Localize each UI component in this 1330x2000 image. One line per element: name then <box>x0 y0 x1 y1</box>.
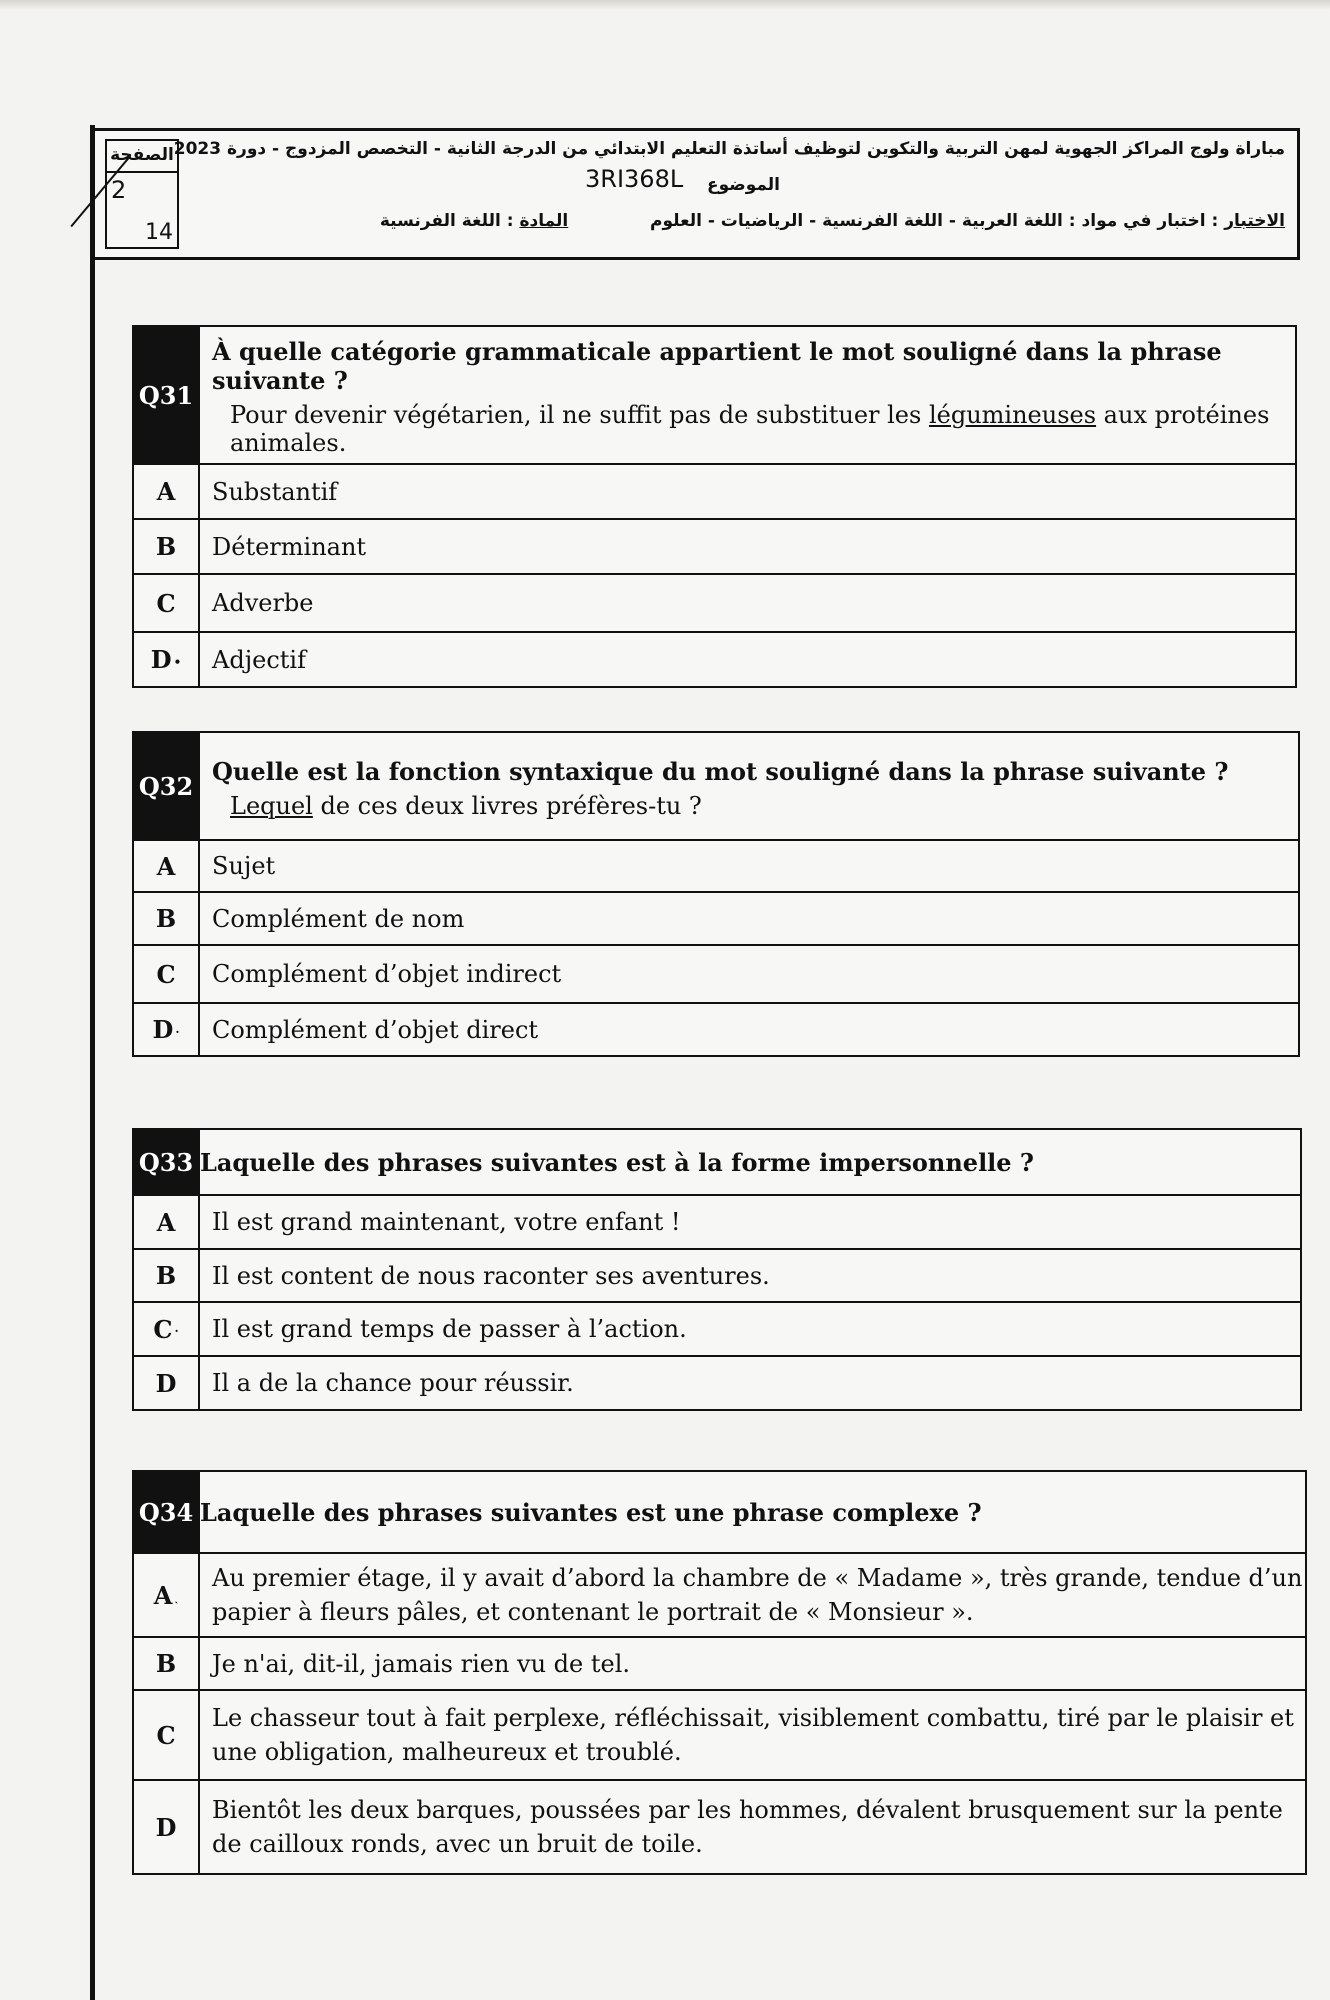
option-letter: A ˎ <box>133 1553 199 1637</box>
underlined-word: Lequel <box>230 791 313 820</box>
question-q31 <box>132 325 1297 688</box>
question-prompt: Laquelle des phrases suivantes est à la forme impersonnelle ? <box>199 1129 1301 1195</box>
option-letter: B <box>133 892 199 945</box>
option-text: Il est grand maintenant, votre enfant ! <box>199 1195 1301 1249</box>
matter-label: المادة <box>519 211 569 231</box>
question-number: Q32 <box>133 732 199 840</box>
option-row[interactable] <box>133 1690 1306 1780</box>
option-letter: A <box>133 840 199 892</box>
option-letter: A <box>133 1195 199 1249</box>
option-row[interactable] <box>133 1195 1301 1249</box>
page-label: الصفحة <box>107 141 177 173</box>
option-text: Sujet <box>199 840 1299 892</box>
question-body <box>199 732 1299 840</box>
option-letter: C <box>133 1690 199 1780</box>
total-pages: 14 <box>145 220 173 245</box>
exam-header <box>92 128 1300 260</box>
option-row[interactable] <box>133 840 1299 892</box>
exam-title: مباراة ولوج المراكز الجهوية لمهن التربية والتكوين لتوظيف أساتذة التعليم الابتدائي من الدرجة الثانية - التخصص المزدوج - دورة 2023 <box>173 139 1285 159</box>
option-letter: C <box>133 574 199 632</box>
option-letter: B <box>133 1637 199 1690</box>
option-row[interactable] <box>133 519 1296 574</box>
pen-mark: · <box>174 1324 179 1338</box>
subject-label: الموضوع <box>707 175 780 195</box>
option-letter: B <box>133 519 199 574</box>
option-row[interactable] <box>133 574 1296 632</box>
pen-mark: · <box>175 1024 180 1039</box>
option-text: Je n'ai, dit-il, jamais rien vu de tel. <box>199 1637 1306 1690</box>
option-row[interactable] <box>133 1356 1301 1410</box>
option-text: Le chasseur tout à fait perplexe, réfléchissait, visiblement combattu, tiré par le plaisir et une obligation, malheureux et troublé. <box>199 1690 1306 1780</box>
option-text: Déterminant <box>199 519 1296 574</box>
subject-code: 3RI368L <box>585 165 684 193</box>
test-label: الاختبار <box>1224 211 1285 231</box>
option-text: Il est grand temps de passer à l’action. <box>199 1302 1301 1356</box>
option-text: Au premier étage, il y avait d’abord la chambre de « Madame », très grande, tendue d’un papier à fleurs pâles, et contenant le portrait de « Monsieur ». <box>199 1553 1306 1637</box>
option-letter: A <box>133 464 199 519</box>
left-margin-rule <box>90 125 95 2000</box>
test-value: : اختبار في مواد : اللغة العربية - اللغة الفرنسية - الرياضيات - العلوم <box>650 211 1219 231</box>
pen-mark: ˎ <box>174 1589 179 1604</box>
option-letter: D · <box>133 1003 199 1056</box>
option-row[interactable] <box>133 1553 1306 1637</box>
option-text: Bientôt les deux barques, poussées par les hommes, dévalent brusquement sur la pente de cailloux ronds, avec un bruit de toile. <box>199 1780 1306 1874</box>
option-letter: D <box>133 1780 199 1874</box>
option-letter: C <box>133 945 199 1003</box>
page-number: 2 <box>111 176 127 204</box>
option-row[interactable] <box>133 892 1299 945</box>
question-prompt: Laquelle des phrases suivantes est une phrase complexe ? <box>199 1471 1306 1553</box>
option-row[interactable] <box>133 1302 1301 1356</box>
option-text: Substantif <box>199 464 1296 519</box>
matter-value: : اللغة الفرنسية <box>379 211 514 231</box>
pen-mark: • <box>173 654 182 669</box>
question-prompt: À quelle catégorie grammaticale appartient le mot souligné dans la phrase suivante ? <box>212 337 1222 395</box>
question-sentence: Lequel de ces deux livres préfères-tu ? <box>230 791 702 820</box>
option-letter: D • <box>133 632 199 687</box>
option-text: Il a de la chance pour réussir. <box>199 1356 1301 1410</box>
option-text: Adverbe <box>199 574 1296 632</box>
option-letter: B <box>133 1249 199 1302</box>
question-sentence: Pour devenir végétarien, il ne suffit pas de substituer les légumineuses aux protéines animales. <box>230 401 1270 457</box>
option-row[interactable] <box>133 632 1296 687</box>
option-text: Adjectif <box>199 632 1296 687</box>
underlined-word: légumineuses <box>928 401 1097 429</box>
option-letter: C · <box>133 1302 199 1356</box>
option-text: Complément d’objet indirect <box>199 945 1299 1003</box>
question-body <box>199 326 1296 464</box>
question-number: Q31 <box>133 326 199 464</box>
option-letter: D <box>133 1356 199 1410</box>
option-row[interactable] <box>133 464 1296 519</box>
test-line <box>185 211 1285 231</box>
page-top-edge <box>0 0 1330 10</box>
option-text: Il est content de nous raconter ses aventures. <box>199 1249 1301 1302</box>
option-row[interactable] <box>133 945 1299 1003</box>
question-prompt: Quelle est la fonction syntaxique du mot souligné dans la phrase suivante ? <box>212 756 1229 786</box>
option-row[interactable] <box>133 1003 1299 1056</box>
option-text: Complément d’objet direct <box>199 1003 1299 1056</box>
option-text: Complément de nom <box>199 892 1299 945</box>
question-q32 <box>132 731 1300 1057</box>
option-row[interactable] <box>133 1249 1301 1302</box>
option-row[interactable] <box>133 1780 1306 1874</box>
question-q34 <box>132 1470 1307 1875</box>
question-q33 <box>132 1128 1302 1411</box>
page-number-box <box>105 139 179 249</box>
question-number: Q34 <box>133 1471 199 1553</box>
question-number: Q33 <box>133 1129 199 1195</box>
option-row[interactable] <box>133 1637 1306 1690</box>
